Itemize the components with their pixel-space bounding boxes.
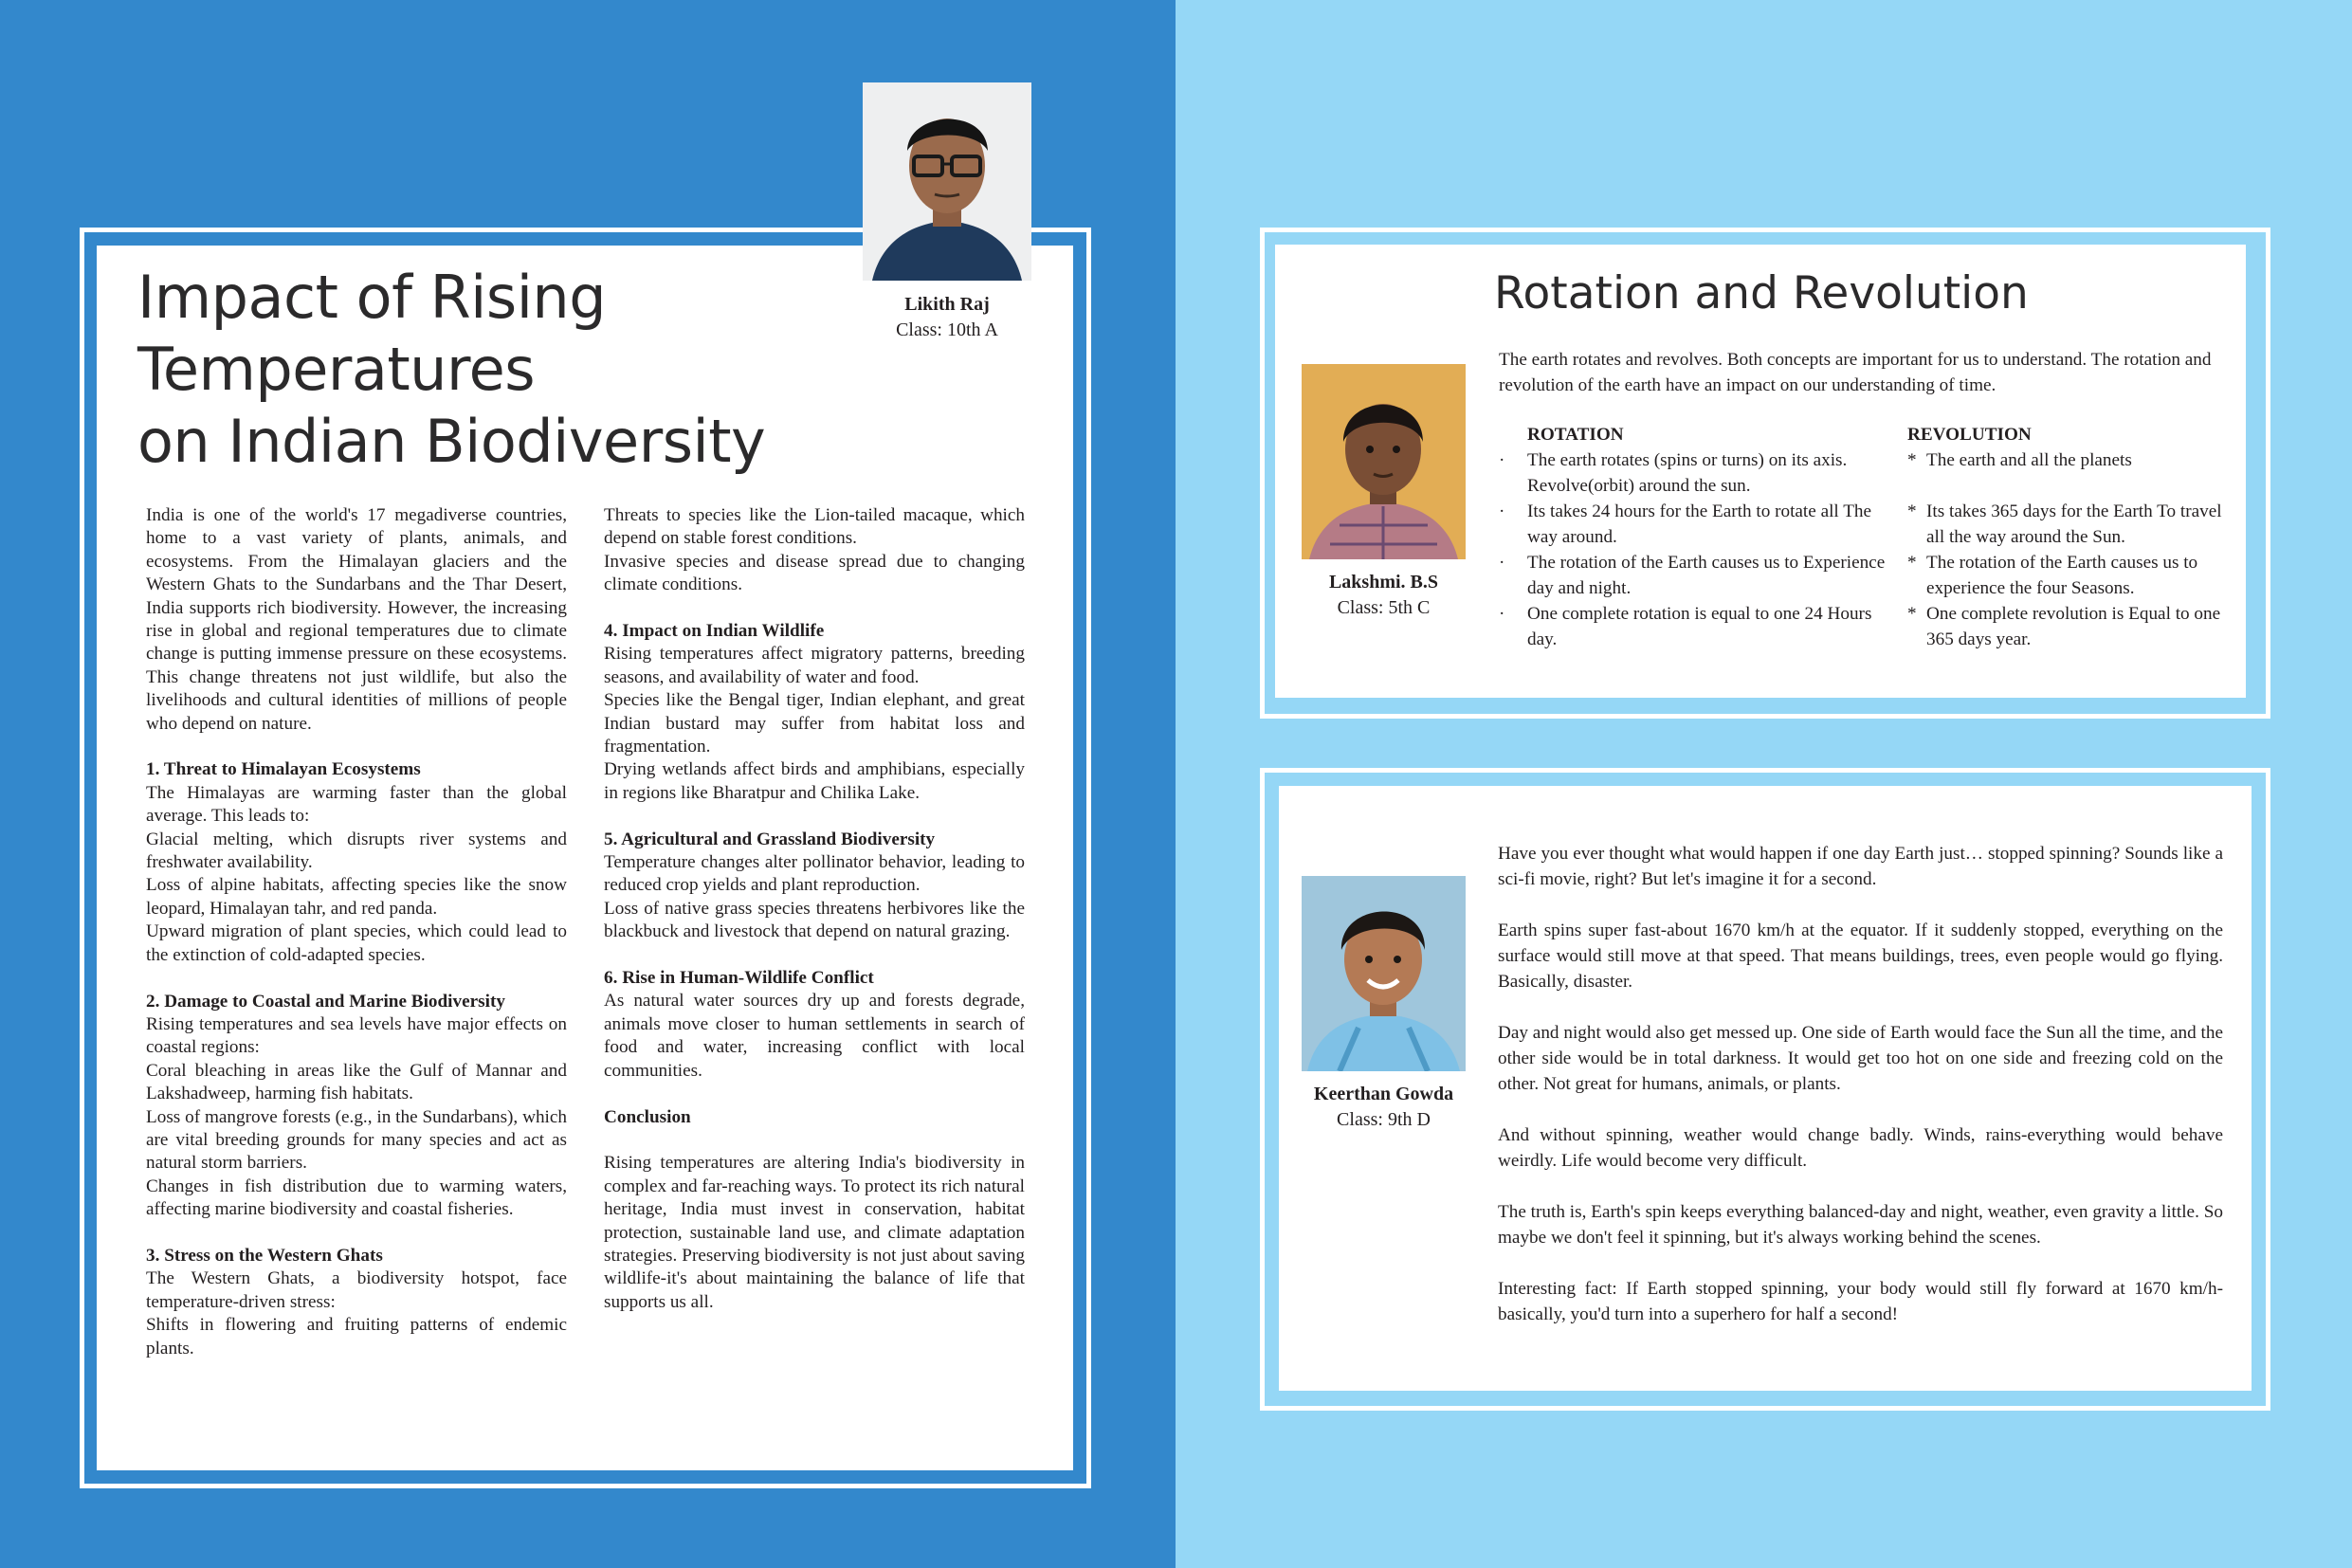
paragraph: Earth spins super fast-about 1670 km/h at the equator. If it suddenly stopped, everything on the surface would still move at that speed. That means buildings, trees, even people would go flying. Basically, disaster. (1498, 921, 2223, 992)
author-photo-likith (863, 82, 1031, 281)
bullet-marker: * (1907, 450, 1917, 470)
section-heading: 6. Rise in Human-Wildlife Conflict (604, 968, 874, 989)
paragraph: And without spinning, weather would change badly. Winds, rains-everything would behave weirdly. Life would become very difficult. (1498, 1125, 2223, 1171)
paragraph: Changes in fish distribution due to warming waters, affecting marine biodiversity and coastal fisheries. (146, 1176, 567, 1220)
paragraph: As natural water sources dry up and forests degrade, animals move closer to human settlements in search of food and water, increasing conflict with local communities. (604, 991, 1025, 1081)
author-class: Class: 5th C (1337, 597, 1431, 618)
paragraph: Loss of mangrove forests (e.g., in the Sundarbans), which are vital breeding grounds for many species and act as natural storm barriers. (146, 1106, 567, 1174)
paragraph: Shifts in flowering and fruiting patterns of endemic plants. (146, 1315, 567, 1358)
bullet-marker: * (1907, 604, 1917, 624)
list-item: · The earth rotates (spins or turns) on its axis. Revolve(orbit) around the sun. (1499, 447, 1897, 499)
bullet-marker: · (1499, 501, 1505, 521)
article1-column-2 (604, 504, 1025, 1314)
paragraph: Upward migration of plant species, which could lead to the extinction of cold-adapted species. (146, 921, 567, 965)
author-photo-keerthan (1302, 876, 1466, 1071)
article1-title-line: Temperatures (137, 335, 536, 404)
list-item: * The rotation of the Earth causes us to experience the four Seasons. (1907, 550, 2234, 601)
author-name: Keerthan Gowda (1313, 1084, 1454, 1104)
article1-column-1 (146, 504, 567, 1360)
paragraph: Drying wetlands affect birds and amphibians, especially in regions like Bharatpur and Chilika Lake. (604, 759, 1025, 803)
author-class: Class: 10th A (896, 319, 998, 340)
list-item: · Its takes 24 hours for the Earth to rotate all The way around. (1499, 499, 1897, 550)
section-heading: Conclusion (604, 1106, 691, 1127)
paragraph: Day and night would also get messed up. One side of Earth would face the Sun all the time, and the other side would be in total darkness. It would get too hot on one side and freezing cold on the other. Not great for humans, animals, or plants. (1498, 1023, 2223, 1094)
author-caption-lakshmi (1302, 570, 1466, 621)
section-heading: 1. Threat to Himalayan Ecosystems (146, 759, 421, 780)
author-name: Lakshmi. B.S (1328, 572, 1439, 593)
paragraph: Loss of alpine habitats, affecting species like the snow leopard, Himalayan tahr, and red panda. (146, 875, 567, 919)
list-item: · One complete rotation is equal to one 24 Hours day. (1499, 601, 1897, 652)
section-heading: 2. Damage to Coastal and Marine Biodiversity (146, 991, 505, 1012)
rotation-heading: ROTATION (1527, 425, 1624, 445)
author-name: Likith Raj (904, 294, 990, 315)
article1-title-line: Impact of Rising (137, 263, 607, 332)
article2-intro: The earth rotates and revolves. Both concepts are important for us to understand. The rotation and revolution of the earth have an impact on our understanding of time. (1499, 350, 2212, 395)
paragraph: The Himalayas are warming faster than the global average. This leads to: (146, 782, 567, 827)
paragraph: The Western Ghats, a biodiversity hotspot, face temperature-driven stress: (146, 1268, 567, 1312)
section-heading: 5. Agricultural and Grassland Biodiversity (604, 829, 936, 849)
paragraph: Rising temperatures affect migratory patterns, breeding seasons, and availability of water and food. (604, 644, 1025, 687)
paragraph: Invasive species and disease spread due to changing climate conditions. (604, 551, 1025, 595)
paragraph: Glacial melting, which disrupts river systems and freshwater availability. (146, 829, 567, 873)
list-item: * Its takes 365 days for the Earth To travel all the way around the Sun. (1907, 499, 2234, 550)
paragraph: Threats to species like the Lion-tailed macaque, which depend on stable forest conditions. (604, 505, 1025, 549)
paragraph: Temperature changes alter pollinator behavior, leading to reduced crop yields and plant reproduction. (604, 852, 1025, 896)
article3-body (1498, 841, 2223, 1353)
section-heading: 4. Impact on Indian Wildlife (604, 621, 825, 642)
revolution-heading: REVOLUTION (1907, 425, 2032, 445)
revolution-list (1907, 422, 2234, 652)
article2-title: Rotation and Revolution (1494, 267, 2029, 319)
author-class: Class: 9th D (1337, 1109, 1431, 1130)
paragraph: Coral bleaching in areas like the Gulf of Mannar and Lakshadweep, harming fish habitats. (146, 1060, 567, 1104)
author-caption-likith (863, 292, 1031, 343)
list-item: * The earth and all the planets (1907, 447, 2234, 473)
list-item: · The rotation of the Earth causes us to Experience day and night. (1499, 550, 1897, 601)
author-caption-keerthan (1302, 1082, 1466, 1133)
bullet-marker: · (1499, 450, 1505, 470)
paragraph: Loss of native grass species threatens herbivores like the blackbuck and livestock that depend on natural grazing. (604, 898, 1025, 942)
paragraph: India is one of the world's 17 megadiverse countries, home to a vast variety of plants, animals, and ecosystems. From the Himalayan glaciers and the Western Ghats to the Sundarbans and the Thar Desert, India supports rich biodiversity. However, the increasing rise in global and regional temperatures due to climate change is putting immense pressure on these ecosystems. This change threatens not just wildlife, but also the livelihoods and cultural identities of millions of people who depend on nature. (146, 505, 567, 734)
paragraph: Rising temperatures are altering India's biodiversity in complex and far-reaching ways. To protect its rich natural heritage, India must invest in conservation, habitat protection, sustainable land use, and climate adaptation strategies. Preserving biodiversity is not just about saving wildlife-it's about maintaining the balance of life that supports us all. (604, 1153, 1025, 1312)
article1-title-line: on Indian Biodiversity (137, 407, 766, 476)
paragraph: Interesting fact: If Earth stopped spinning, your body would still fly forward at 1670 km/h-basically, you'd turn into a superhero for half a second! (1498, 1279, 2223, 1324)
rotation-list (1499, 422, 1897, 652)
section-heading: 3. Stress on the Western Ghats (146, 1245, 383, 1266)
paragraph: Have you ever thought what would happen if one day Earth just… stopped spinning? Sounds like a sci-fi movie, right? But let's imagine it for a second. (1498, 844, 2223, 889)
bullet-marker: · (1499, 604, 1505, 624)
paragraph: Rising temperatures and sea levels have major effects on coastal regions: (146, 1013, 567, 1058)
paragraph: Species like the Bengal tiger, Indian elephant, and great Indian bustard may suffer from habitat loss and fragmentation. (604, 690, 1025, 757)
bullet-marker: * (1907, 553, 1917, 573)
list-item: * One complete revolution is Equal to one 365 days year. (1907, 601, 2234, 652)
bullet-marker: · (1499, 553, 1505, 573)
author-photo-lakshmi (1302, 364, 1466, 559)
bullet-marker: * (1907, 501, 1917, 521)
paragraph: The truth is, Earth's spin keeps everything balanced-day and night, weather, even gravity a little. So maybe we don't feel it spinning, but it's always working behind the scenes. (1498, 1202, 2223, 1248)
article1-title (137, 262, 858, 478)
